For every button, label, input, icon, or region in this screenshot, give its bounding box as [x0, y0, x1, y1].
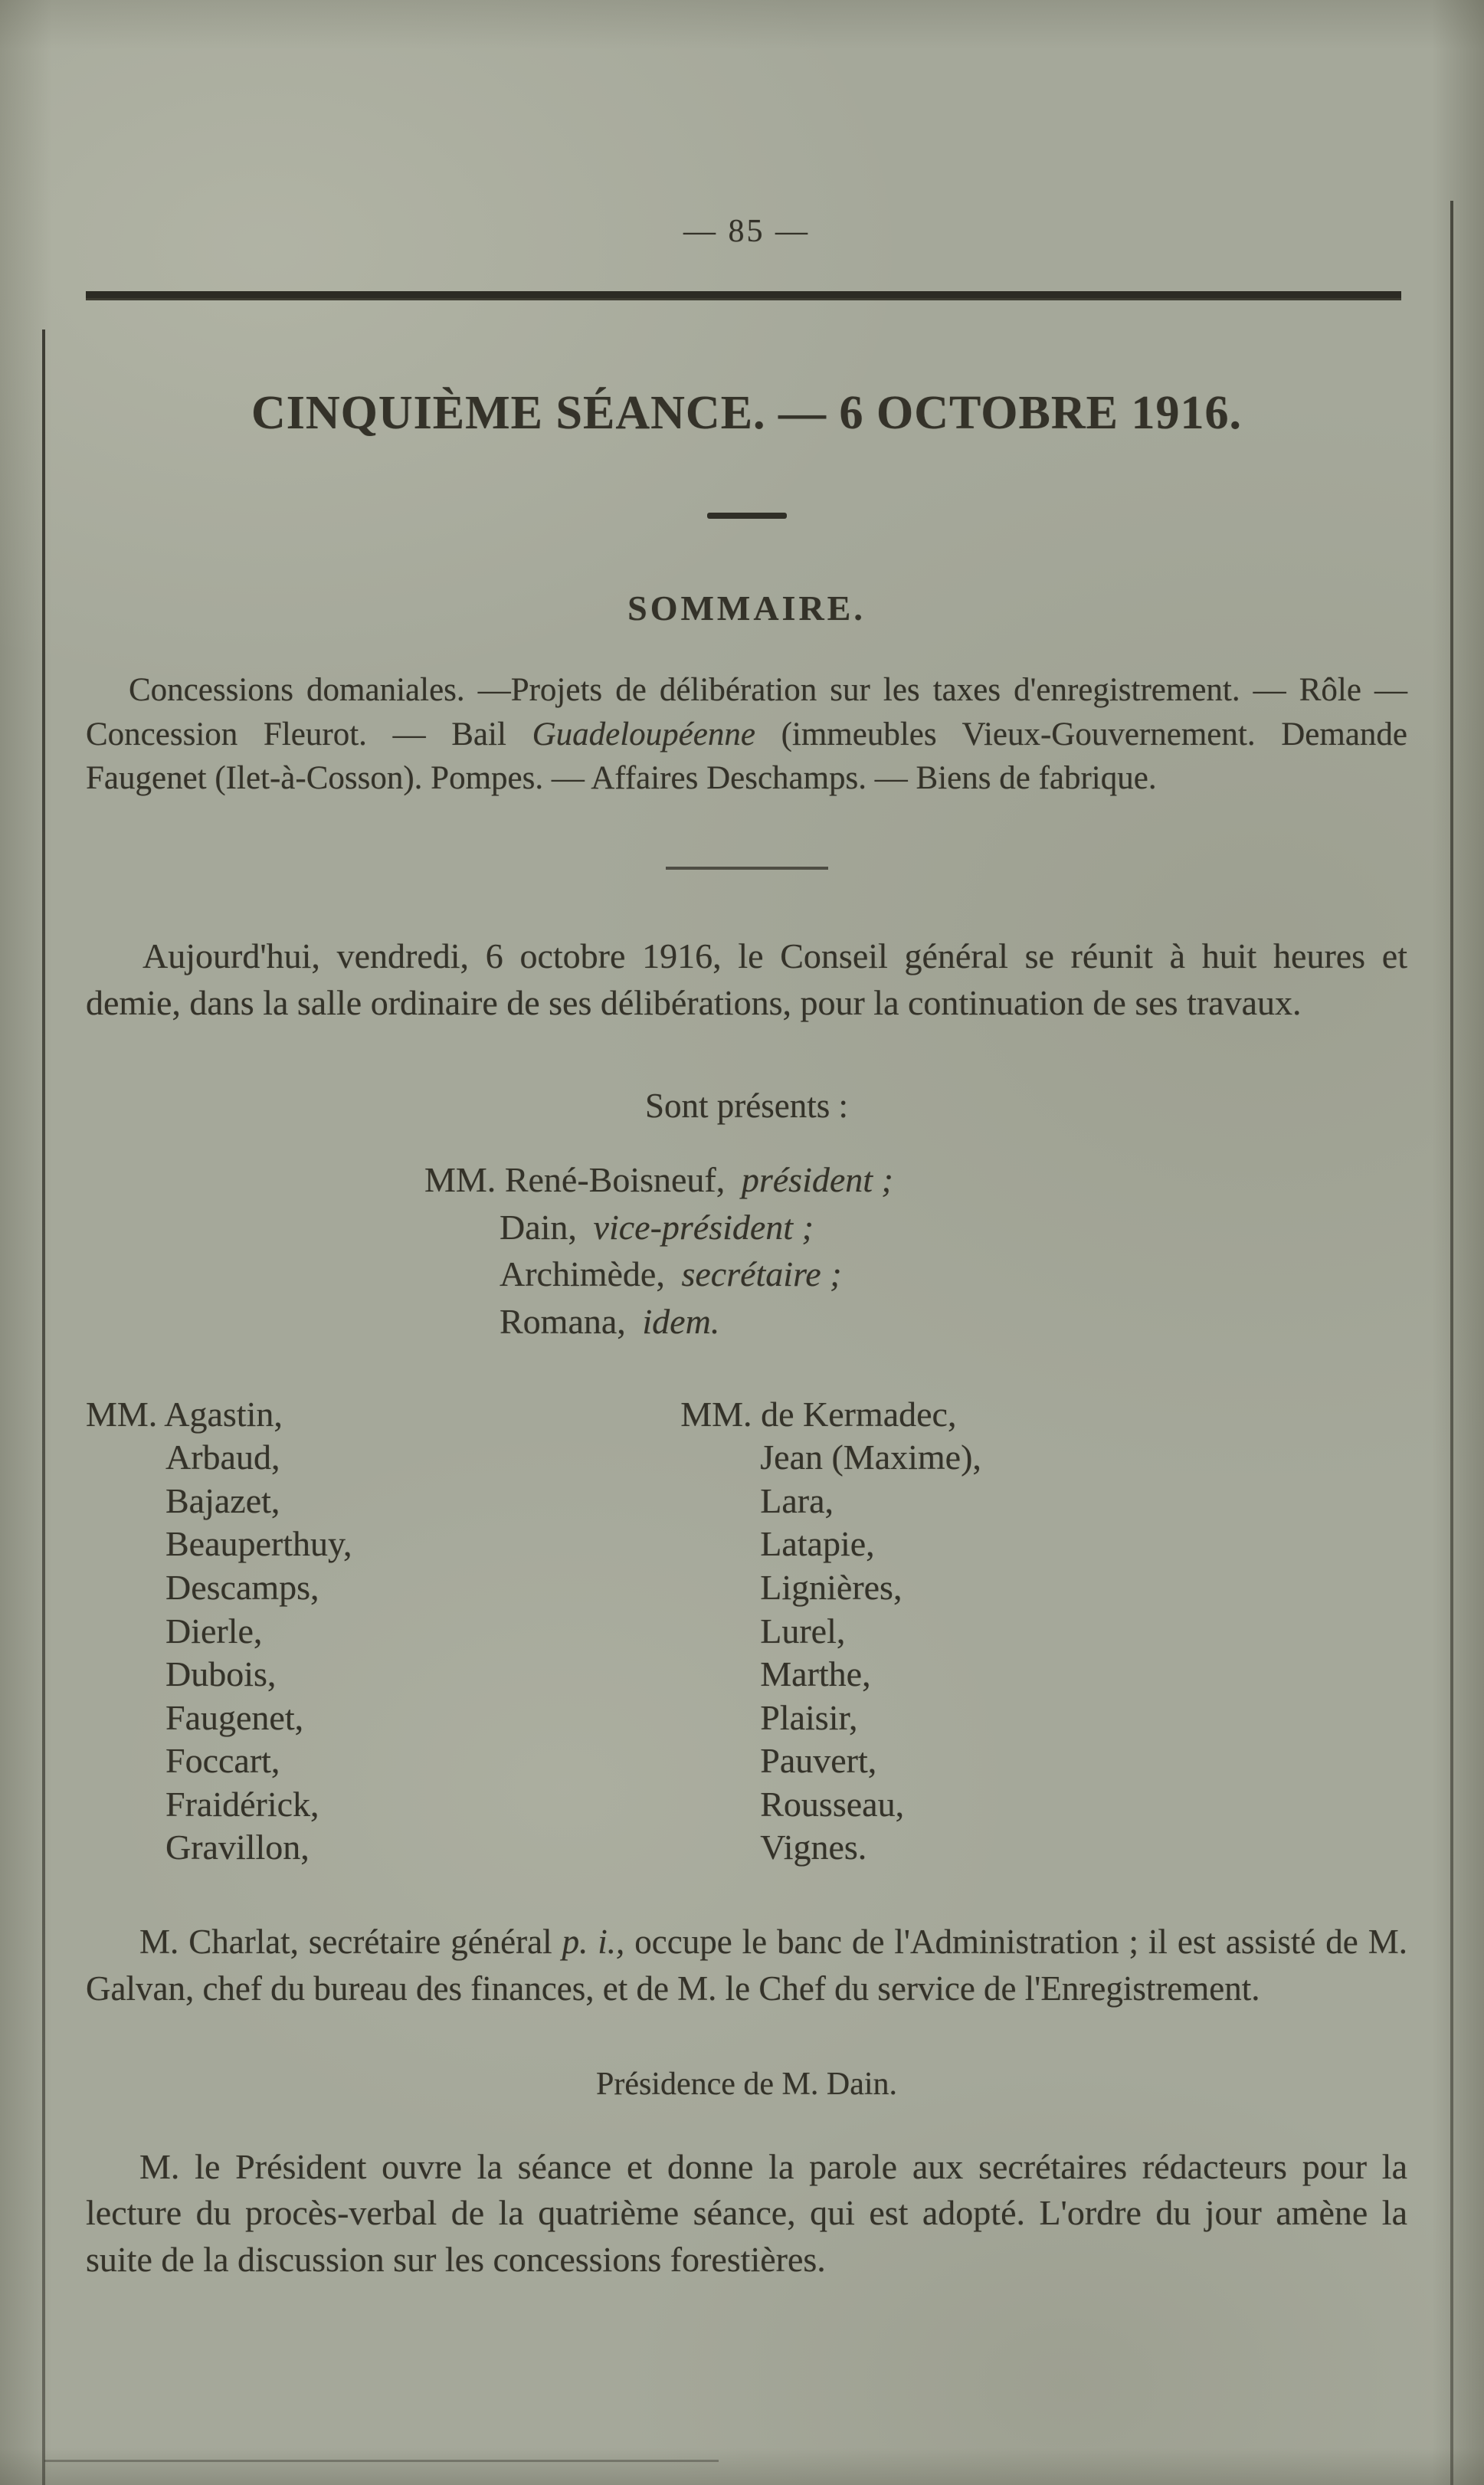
session-title: CINQUIÈME SÉANCE. — 6 OCTOBRE 1916.: [251, 387, 1242, 439]
title-divider-ornament: [707, 513, 787, 519]
officer-row: [424, 1298, 1407, 1346]
member-name: Dubois,: [165, 1654, 277, 1694]
member-name: Rousseau,: [760, 1784, 905, 1824]
officer-role: président ;: [741, 1160, 893, 1200]
member-name: Bajazet,: [165, 1480, 280, 1520]
sommaire-heading: SOMMAIRE.: [627, 588, 866, 628]
administration-text-end: occupe le banc de l'Administration ; il est assisté de M. Galvan, chef du bureau des finances, et de M. le Chef du service de l'Enregistrement.: [86, 1923, 1407, 2008]
officer-name: René-Boisneuf,: [504, 1160, 734, 1200]
officer-row: [424, 1204, 1407, 1251]
closing-paragraph: M. le Président ouvre la séance et donne la parole aux secrétaires rédacteurs pour la lecture du procès-verbal de la quatrième séance, qui est adopté. L'ordre du jour amène la suite de la discussion sur les concessions forestières.: [86, 2146, 1407, 2279]
members-columns: [86, 1393, 1407, 1870]
administration-italic-text: p. i.,: [562, 1923, 625, 1962]
member-name: [86, 1393, 680, 1437]
member-name: Jean (Maxime),: [760, 1438, 981, 1477]
member-name: Lignières,: [760, 1567, 903, 1607]
members-left-prefix: MM.: [86, 1394, 165, 1434]
officers-prefix: MM.: [424, 1160, 505, 1200]
officer-name: Romana,: [500, 1302, 635, 1342]
bottom-edge-line: [44, 2460, 719, 2462]
presidence-line: Présidence de M. Dain.: [595, 2066, 898, 2102]
sommaire-italic-text: Guadeloupéenne: [532, 716, 755, 752]
member-name: Beauperthuy,: [165, 1524, 352, 1564]
member-name: Foccart,: [165, 1741, 280, 1781]
officer-row: [424, 1251, 1407, 1298]
member-name-text: de Kermadec,: [761, 1394, 957, 1434]
officers-list: [424, 1156, 1407, 1346]
members-column-right: [680, 1393, 1407, 1870]
member-name: Dierle,: [165, 1611, 263, 1651]
officer-row: [424, 1156, 1407, 1204]
member-name: Faugenet,: [165, 1697, 304, 1737]
section-divider: [666, 867, 828, 870]
administration-text-start: M. Charlat, secrétaire général: [139, 1923, 562, 1962]
administration-paragraph: [86, 1919, 1407, 2012]
sommaire-text-end: (immeubles Vieux-Gouvernement. Demande Faugenet (Ilet-à-Cosson). Pompes. — Affaires Deschamps. — Biens de fabrique.: [86, 716, 1407, 797]
sommaire-paragraph: [86, 668, 1407, 801]
member-name: Descamps,: [165, 1567, 319, 1607]
officer-name: Dain,: [500, 1207, 586, 1247]
member-name: Marthe,: [760, 1654, 871, 1694]
member-name: Lara,: [760, 1480, 834, 1520]
sommaire-text-start: Concessions domaniales. —Projets de délibération sur les taxes d'enregistrement. — Rôle — Concession Fleurot. — Bail: [86, 672, 1407, 752]
opening-paragraph: Aujourd'hui, vendredi, 6 octobre 1916, le Conseil général se réunit à huit heures et demie, dans la salle ordinaire de ses délibérations, pour la continuation de ses travaux.: [86, 936, 1407, 1022]
member-name: Gravillon,: [165, 1828, 310, 1867]
member-name-text: Agastin,: [164, 1394, 283, 1434]
member-name: Plaisir,: [760, 1697, 858, 1737]
member-name: Lurel,: [760, 1611, 846, 1651]
member-name: Pauvert,: [760, 1741, 877, 1781]
member-name: Fraidérick,: [165, 1784, 319, 1824]
header-double-rule: [86, 291, 1401, 300]
members-column-left: [86, 1393, 680, 1870]
member-name: [680, 1393, 1407, 1437]
presents-heading: Sont présents :: [645, 1087, 848, 1126]
members-right-prefix: MM.: [680, 1394, 762, 1434]
page-number: — 85 —: [683, 214, 810, 249]
member-name: Arbaud,: [165, 1438, 280, 1477]
officer-role: idem.: [642, 1302, 720, 1342]
member-name: Vignes.: [760, 1828, 867, 1867]
officer-role: vice-président ;: [593, 1207, 814, 1247]
officer-role: secrétaire ;: [681, 1254, 842, 1294]
officer-name: Archimède,: [500, 1254, 674, 1294]
member-name: Latapie,: [760, 1524, 875, 1564]
